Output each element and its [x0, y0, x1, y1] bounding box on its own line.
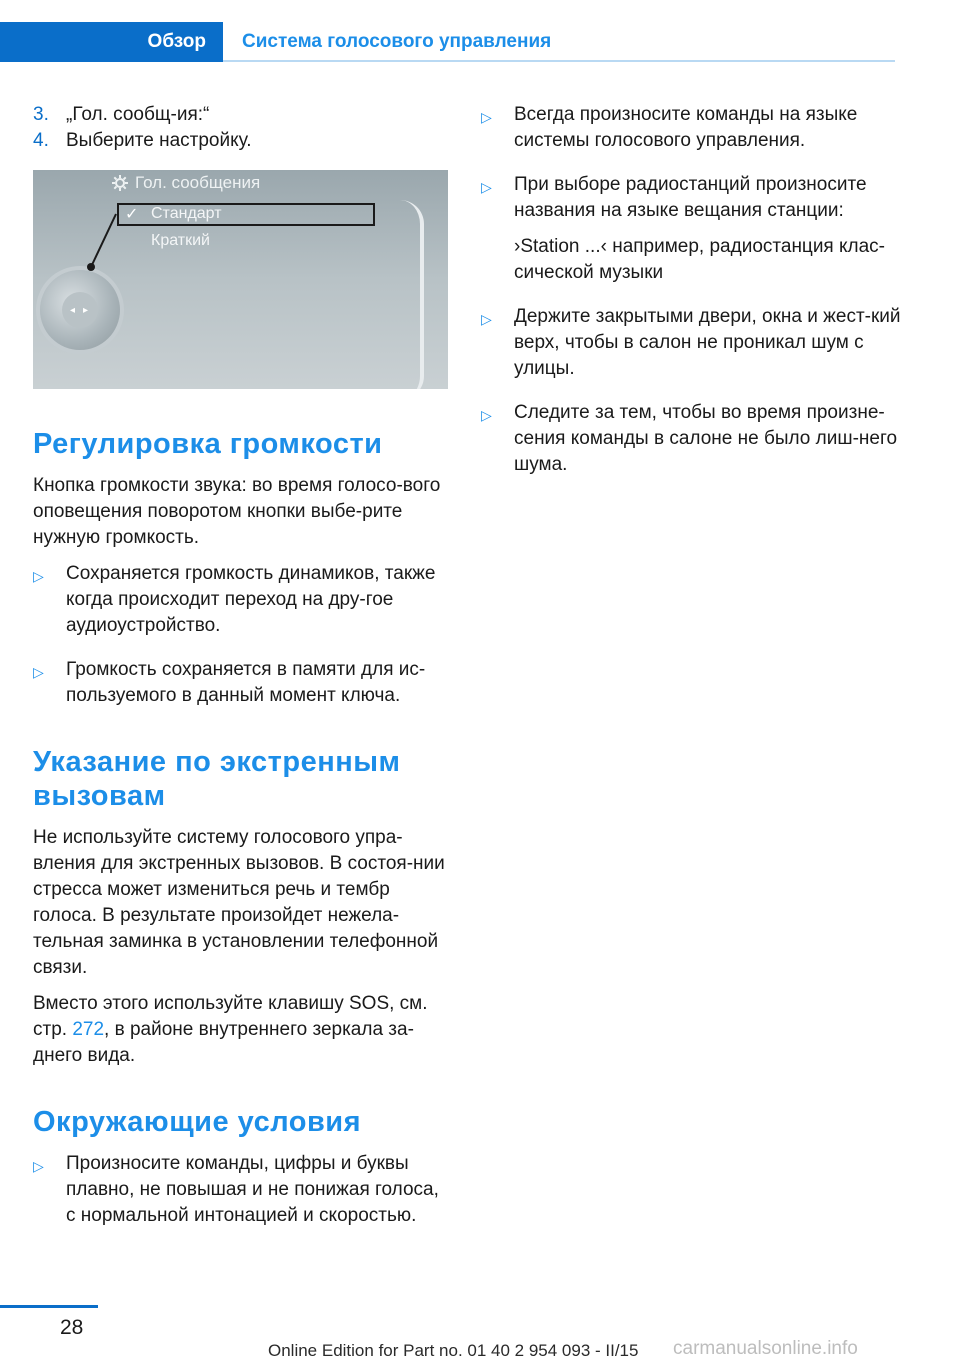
- triangle-bullet-icon: ▷: [481, 179, 492, 195]
- step-number: 3.: [33, 104, 49, 125]
- heading-emergency: Указание по экстренным вызовам: [33, 746, 401, 812]
- heading-volume: Регулировка громкости: [33, 428, 383, 460]
- triangle-bullet-icon: ▷: [481, 109, 492, 125]
- step-text: „Гол. сообщ-ия:“: [66, 104, 210, 125]
- list-item-text: Произносите команды, цифры и буквы плавно, не повышая и не понижая голоса, с нормальной интонацией и скоростью.: [66, 1153, 439, 1226]
- idrive-screen-figure: [33, 170, 448, 389]
- triangle-bullet-icon: ▷: [481, 407, 492, 423]
- triangle-bullet-icon: ▷: [33, 568, 44, 584]
- list-item: [33, 657, 448, 709]
- triangle-bullet-icon: ▷: [33, 664, 44, 680]
- step-item: [33, 102, 448, 128]
- list-item: [481, 304, 901, 382]
- heading-environment: Окружающие условия: [33, 1106, 362, 1138]
- list-item-example: ›Station ...‹ например, радиостанция клас-сической музыки: [514, 236, 886, 283]
- sos-text-after: , в районе внутреннего зеркала за-днего вида.: [33, 1019, 414, 1066]
- list-item-main: При выборе радиостанций произносите названия на языке вещания станции:: [514, 174, 867, 221]
- pointer-line: [33, 170, 448, 389]
- knob-arrows-icon: ◂▸: [62, 292, 98, 328]
- list-item: [33, 561, 448, 639]
- sos-text-before: Вместо этого используйте клавишу SOS, см. стр.: [33, 993, 428, 1040]
- list-item-text: Громкость сохраняется в памяти для ис-пользуемого в данный момент ключа.: [66, 659, 426, 706]
- screen-title: Гол. сообщения: [135, 173, 261, 192]
- check-icon: ✓: [125, 206, 139, 223]
- left-column: [33, 102, 448, 1247]
- emergency-paragraph: Не используйте систему голосового упра-вления для экстренных вызовов. В состоя-нии стресса может измениться речь и тембр голоса. В результате произойдет нежела-тельная заминка в установлении телефонной связи.: [33, 827, 445, 978]
- step-text: Выберите настройку.: [66, 130, 252, 151]
- list-item-text: [514, 172, 901, 286]
- triangle-bullet-icon: ▷: [33, 1158, 44, 1174]
- list-item: [481, 102, 901, 154]
- list-item: [481, 172, 901, 286]
- page-link[interactable]: 272: [72, 1019, 105, 1040]
- list-item: [33, 1151, 448, 1229]
- right-column: [481, 102, 901, 496]
- volume-intro: Кнопка громкости звука: во время голосо-вого оповещения поворотом кнопки выбе-рите нужную громкость.: [33, 475, 441, 548]
- header-tab: Обзор: [0, 22, 223, 62]
- list-item-text: Всегда произносите команды на языке системы голосового управления.: [514, 104, 858, 151]
- step-item: [33, 128, 448, 154]
- screen-option-standard[interactable]: Стандарт: [151, 205, 222, 222]
- edition-note: Online Edition for Part no. 01 40 2 954 093 - II/15: [268, 1341, 639, 1360]
- emergency-sos-paragraph: [33, 991, 448, 1069]
- page-number: 28: [60, 1316, 84, 1339]
- section-title: Система голосового управления: [242, 31, 552, 52]
- screen-option-short[interactable]: Краткий: [151, 232, 210, 249]
- footer-rule: [0, 1305, 98, 1308]
- watermark: carmanualsonline.info: [673, 1338, 858, 1359]
- list-item-text: Сохраняется громкость динамиков, также когда происходит переход на дру-гое аудиоустройство.: [66, 563, 436, 636]
- step-number: 4.: [33, 130, 49, 151]
- list-item: [481, 400, 901, 478]
- triangle-bullet-icon: ▷: [481, 311, 492, 327]
- list-item-text: Держите закрытыми двери, окна и жест-кий верх, чтобы в салон не проникал шум с улицы.: [514, 306, 901, 379]
- header-rule: [223, 60, 895, 62]
- list-item-text: Следите за тем, чтобы во время произне-сения команды в салоне не было лиш-него шума.: [514, 402, 898, 475]
